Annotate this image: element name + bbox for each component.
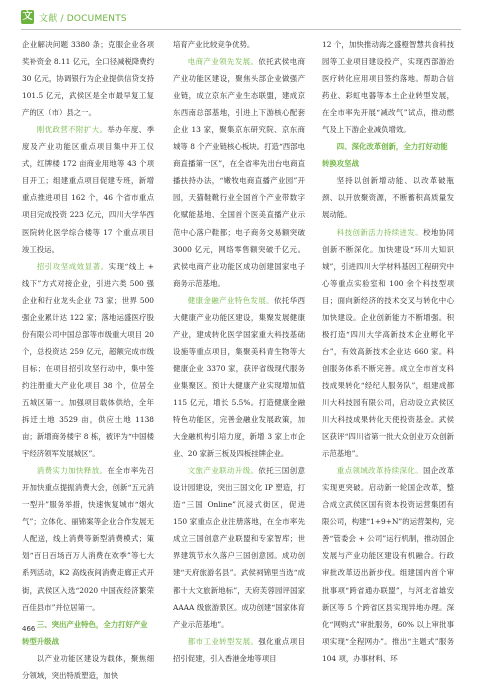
section-title: 文献 / DOCUMENTS <box>39 14 127 24</box>
text-column-3 <box>322 36 454 667</box>
paragraph-keyword: 招引攻坚成效显著。 <box>36 261 109 271</box>
paragraph-keyword: 消费实力加快释放。 <box>36 466 108 476</box>
text-column-2 <box>173 36 305 667</box>
paragraph-keyword: 都市工业转型发展。 <box>187 636 259 646</box>
body-paragraph <box>322 462 454 667</box>
body-paragraph <box>22 462 154 615</box>
page-header <box>21 10 461 36</box>
body-paragraph <box>173 633 305 667</box>
paragraph-text: 强化重点项目招引促建，引入香港金地等项目 <box>173 636 305 663</box>
paragraph-text: 依托华西大健康产业功能区建设，集聚发展健康产业，建成转化医学国家重大科技基础设施等重点项目，集聚美科青生物等大健康企业 3370 家，获评省级现代服务业集聚区。预计大健康产业实现增加值 115 亿元，增长 5.5%。打造健康金融特色功能区，完善金融业发展政策，加大金融机构引培力度，新增 3 家上市企业、20 家新三板及四板挂牌企业。 <box>173 295 305 459</box>
paragraph-keyword: 科技创新活力持续迸发。 <box>336 227 424 237</box>
body-paragraph <box>22 36 154 121</box>
body-paragraph <box>173 292 305 462</box>
paragraph-text: 国企改革实现更突破。启动新一轮国企改革，整合成立武侯区国有资本投资运营集团有限公司，构建“1+9+N”的运营架构，完善“管委会 + 公司”运行机制，推动国企发展与产业功能区建设有机融合。行政审批改革迈出新步伐。组建国内首个审批事项“跨省通办联盟”，与河北省雄安新区等 5 个跨省区县实现异地办理。深化“网购式”审批服务，60% 以上审批事项实现“全程网办”。推出“主题式”服务 104 项，办事材料、环 <box>322 466 454 663</box>
body-paragraph <box>22 258 154 463</box>
paragraph-keyword: 文旅产业联动升级。 <box>187 466 259 476</box>
paragraph-text: 在全市率先召开加快重点提振消费大会，创新“五元消一型升”服务举措，快速恢复城市“烟火气”；立体化、丽锦案等企业合作发展无人配送，线上消费等新型消费模式；策划“百日百场百万人消费在欢季”等七大系列活动，K2 高线夜间消费走廊正式开街，武侯区入选“2020 中国夜经济繁荣百佳县市”并位居第一。 <box>22 466 154 612</box>
header-divider <box>21 29 461 30</box>
paragraph-text: 依托武侯电商产业功能区建设，聚焦头部企业做强产业链，成立京东产业生态联盟，建成京东西南总部基地，引进上下游核心配套企业 13 家，聚集京东研究院、京东商城等 8 个产业链核心板块。打造“西部电商直播第一区”，在全省率先出台电商直播扶持办法，“嫩牧电商直播产业园”开园，天猫鞋靴行业全国首个产业带数字化赋能基地、全国首个医美直播产业示范中心落户鞋都；电子商务交易额突破 3000 亿元，网络零售额突破千亿元。武侯电商产业功能区成功创建国家电子商务示范基地。 <box>173 57 305 288</box>
body-paragraph <box>173 462 305 632</box>
paragraph-text: 实现“线上 + 线下”方式对接企业，引进六类 500 强企业和行业龙头企业 73 家；世界 500 强企业累计达 122 家；落地运盛医疗股份有限公司中国总部等市级重大项目 20 个，总投资达 259 亿元，超额完成市级目标；在项目招引攻坚行动中，集中签约注册重大产业化项目 38 个，位居全五城区第一。加强项目载体供给，全年拆迁土地 3529 亩，供应土地 1138 亩；新增商务楼宇 8 栋，被评为“中国楼宇经济领军发展城区”。 <box>22 261 154 459</box>
body-paragraph <box>322 172 454 223</box>
text-column-1 <box>22 36 154 684</box>
body-paragraph <box>22 650 154 684</box>
paragraph-text: 企业解决问题 3380 条；克服企业各项奖补资金 8.11 亿元，全口径减税降费约 30 亿元，协调银行为企业提供信贷支持 101.5 亿元，武侯区是全市最早复工复产的区（市）县之一。 <box>22 40 155 118</box>
journal-logo-icon: 文 <box>22 11 33 22</box>
paragraph-keyword: 电商产业领先发展。 <box>187 57 259 67</box>
paragraph-keyword: 刚优政营不附扩大。 <box>36 125 108 135</box>
body-paragraph <box>322 36 454 138</box>
body-paragraph <box>22 121 154 257</box>
paragraph-text: 依托三国创意设计园建设，突出三国文化 IP 塑造，打造“三国 Online”沉浸式街区，促进 150 家重点企业注册落地，在全市率先成立三国创意产业联盟和专家智库；世界建筑节水久落户三国创意园。成功创建“天府旅游名县”。武侯祠锦里当选“成都十大文旅新地标”，天府芙蓉园评国家 AAAA 级旅游景区。成功创建“国家体育产业示范基地”。 <box>173 466 305 629</box>
paragraph-text: 12 个，加快推动海之盛橙智慧共食科技园等工业项目建设投产，实现西部游治医疗转化应用项目签约落地。帮助合信药业、彩虹电器等本土企业转型发展，在全市率先开展“减改气”试点，推动燃气及上下游企业减负增效。 <box>322 40 454 135</box>
section-heading: 四、深化改革创新，全力打好动能转换攻坚战 <box>322 142 448 169</box>
paragraph-text: 坚持以创新增动能、以改革破瓶颈、以开放聚资源，不断蓄积高质量发展动能。 <box>322 176 454 220</box>
paragraph-text: 举办年度、季度及产业功能区重点项目集中开工仪式，红牌楼 172 亩商业用地等 43 个项目开工；组建重点项目促建专班，新增重点推进项目 162 个，46 个省市重点项目完成投资 223 亿元，四川大学华西医院转化医学综合楼等 17 个重点项目竣工投运。 <box>22 125 154 254</box>
body-paragraph <box>173 36 305 53</box>
paragraph-keyword: 健康金融产业特色发展。 <box>187 295 275 305</box>
page-number: 466 <box>22 625 36 633</box>
paragraph-text: 校地协同创新不断深化。加快建设“环川大知识城”，引进四川大学材料基因工程研究中心等重点实验室和 100 余个科技型项目；面向新经济的技术交叉与转化中心加快建设。企业创新能力不断增强。积极打造“四川大学高新技术企业孵化平台”，有效高新技术企业达 660 家。科创服务体系不断完善。成立全市首支科技成果转化“经纪人服务队”，组建成都川大科技园有限公司，启动设立武侯区川大科技成果转化天使投资基金。武侯区获评“四川省第一批大众创业万众创新示范基地”。 <box>322 227 454 459</box>
paragraph-keyword: 重点领域改革持续深化。 <box>336 466 424 476</box>
section-heading: 三、突出产业特色，全力打好产业转型升级战 <box>22 619 148 646</box>
body-paragraph <box>173 53 305 292</box>
body-paragraph <box>322 224 454 463</box>
paragraph-text: 培育产业比较竞争优势。 <box>173 40 255 49</box>
paragraph-text: 以产业功能区建设为载体，聚焦细分领域，突出特质塑造，加快 <box>22 653 154 680</box>
